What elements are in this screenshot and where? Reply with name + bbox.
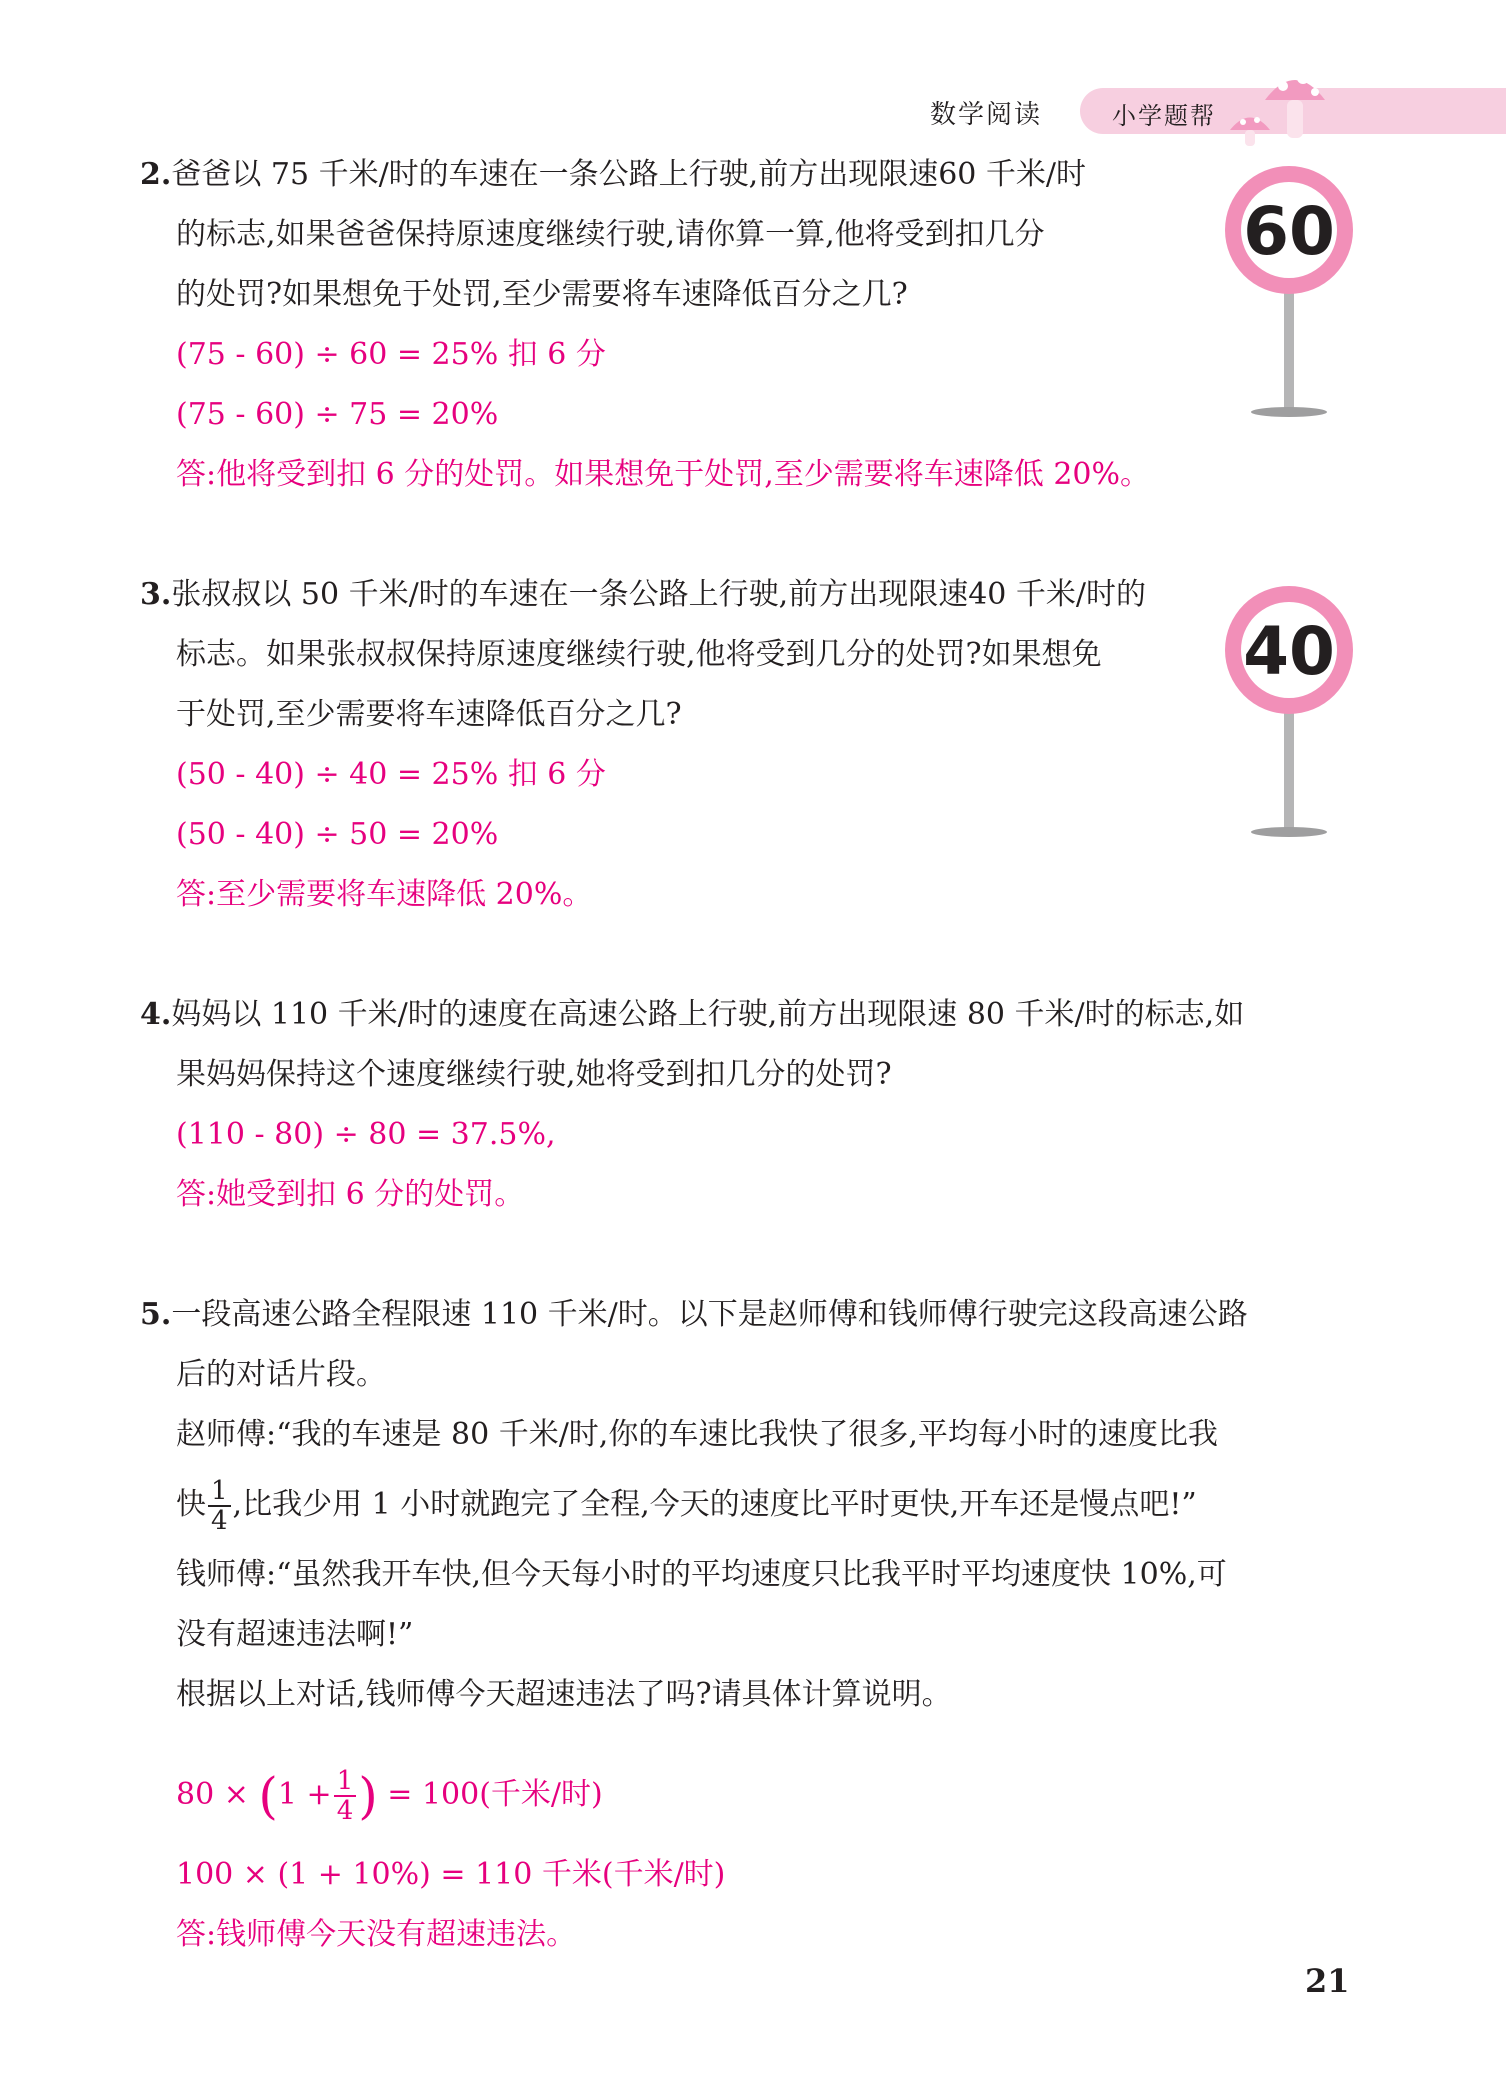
answer-line: (110 - 80) ÷ 80 = 37.5%, (176, 1117, 556, 1152)
answer-line-fraction: 80 × (1 + $\frac{1}{4}$ ) = 100(千米/时) (176, 1766, 603, 1826)
answer-line: 答:他将受到扣 6 分的处罚。如果想免于处罚,至少需要将车速降低 20%。 (176, 457, 1151, 492)
question-number: 2. (140, 157, 172, 192)
answer-line: 答:至少需要将车速降低 20%。 (176, 877, 593, 912)
header-section-title: 数学阅读 (930, 100, 1043, 130)
question-text-line: 的标志,如果爸爸保持原速度继续行驶,请你算一算,他将受到扣几分 (176, 217, 1045, 252)
question-text-line: 根据以上对话,钱师傅今天超速违法了吗?请具体计算说明。 (176, 1677, 952, 1712)
question-number: 3. (140, 577, 172, 612)
question-text-line: 标志。如果张叔叔保持原速度继续行驶,他将受到几分的处罚?如果想免 (176, 637, 1102, 672)
answer-line: (75 - 60) ÷ 75 = 20% (176, 397, 499, 432)
text-fragment: ,比我少用 1 小时就跑完了全程,今天的速度比平时更快,开车还是慢点吧!” (232, 1487, 1197, 1522)
sign-speed-value: 60 (1243, 193, 1335, 270)
mushroom-icon (1225, 60, 1355, 150)
question-text-line: 爸爸以 75 千米/时的车速在一条公路上行驶,前方出现限速60 千米/时 (171, 157, 1087, 192)
fraction-numerator: 1 (334, 1767, 357, 1797)
question-text-line: 后的对话片段。 (176, 1357, 386, 1392)
question-text-line: 于处罚,至少需要将车速降低百分之几? (176, 697, 682, 732)
question-text-line: 没有超速违法啊!” (176, 1617, 414, 1652)
question-number: 4. (140, 997, 172, 1032)
question-text-line-fraction (140, 1465, 1360, 1545)
question-text-line: 赵师傅:“我的车速是 80 千米/时,你的车速比我快了很多,平均每小时的速度比我 (176, 1417, 1218, 1452)
sign-speed-value: 40 (1243, 613, 1335, 690)
speed-limit-sign-60 (1220, 160, 1360, 425)
header-tag: 小学题帮 (1112, 102, 1216, 130)
fraction (208, 1477, 231, 1535)
speed-limit-sign-40 (1220, 580, 1360, 845)
answer-line: (50 - 40) ÷ 50 = 20% (176, 817, 499, 852)
question-4 (140, 985, 1360, 1105)
question-2 (140, 145, 1360, 325)
fraction-numerator: 1 (208, 1477, 231, 1507)
answer-line: (75 - 60) ÷ 60 = 25% 扣 6 分 (176, 337, 606, 372)
text-fragment: 80 × (176, 1777, 249, 1812)
page-number: 21 (1305, 1962, 1350, 2000)
fraction-denominator: 4 (211, 1506, 228, 1536)
question-text-line: 张叔叔以 50 千米/时的车速在一条公路上行驶,前方出现限速40 千米/时的 (171, 577, 1147, 612)
question-text-line: 妈妈以 110 千米/时的速度在高速公路上行驶,前方出现限速 80 千米/时的标志,如 (171, 997, 1245, 1032)
text-fragment: 快 (176, 1487, 206, 1522)
answer-line: 答:她受到扣 6 分的处罚。 (176, 1177, 525, 1212)
answer-line: 答:钱师傅今天没有超速违法。 (176, 1917, 577, 1952)
question-text-line: 果妈妈保持这个速度继续行驶,她将受到扣几分的处罚? (176, 1057, 892, 1092)
question-text-line: 钱师傅:“虽然我开车快,但今天每小时的平均速度只比我平时平均速度快 10%,可 (176, 1557, 1227, 1592)
question-5 (140, 1285, 1360, 1725)
question-text-line: 一段高速公路全程限速 110 千米/时。以下是赵师傅和钱师傅行驶完这段高速公路 (171, 1297, 1248, 1332)
fraction (334, 1767, 357, 1825)
fraction-denominator: 4 (336, 1796, 354, 1826)
question-text-line: 的处罚?如果想免于处罚,至少需要将车速降低百分之几? (176, 277, 908, 312)
answer-line: (50 - 40) ÷ 40 = 25% 扣 6 分 (176, 757, 606, 792)
question-number: 5. (140, 1297, 172, 1332)
question-3 (140, 565, 1360, 745)
answer-line: 100 × (1 + 10%) = 110 千米(千米/时) (176, 1857, 726, 1892)
text-fragment: = 100(千米/时) (387, 1777, 603, 1812)
text-fragment: 1 + (277, 1777, 332, 1812)
